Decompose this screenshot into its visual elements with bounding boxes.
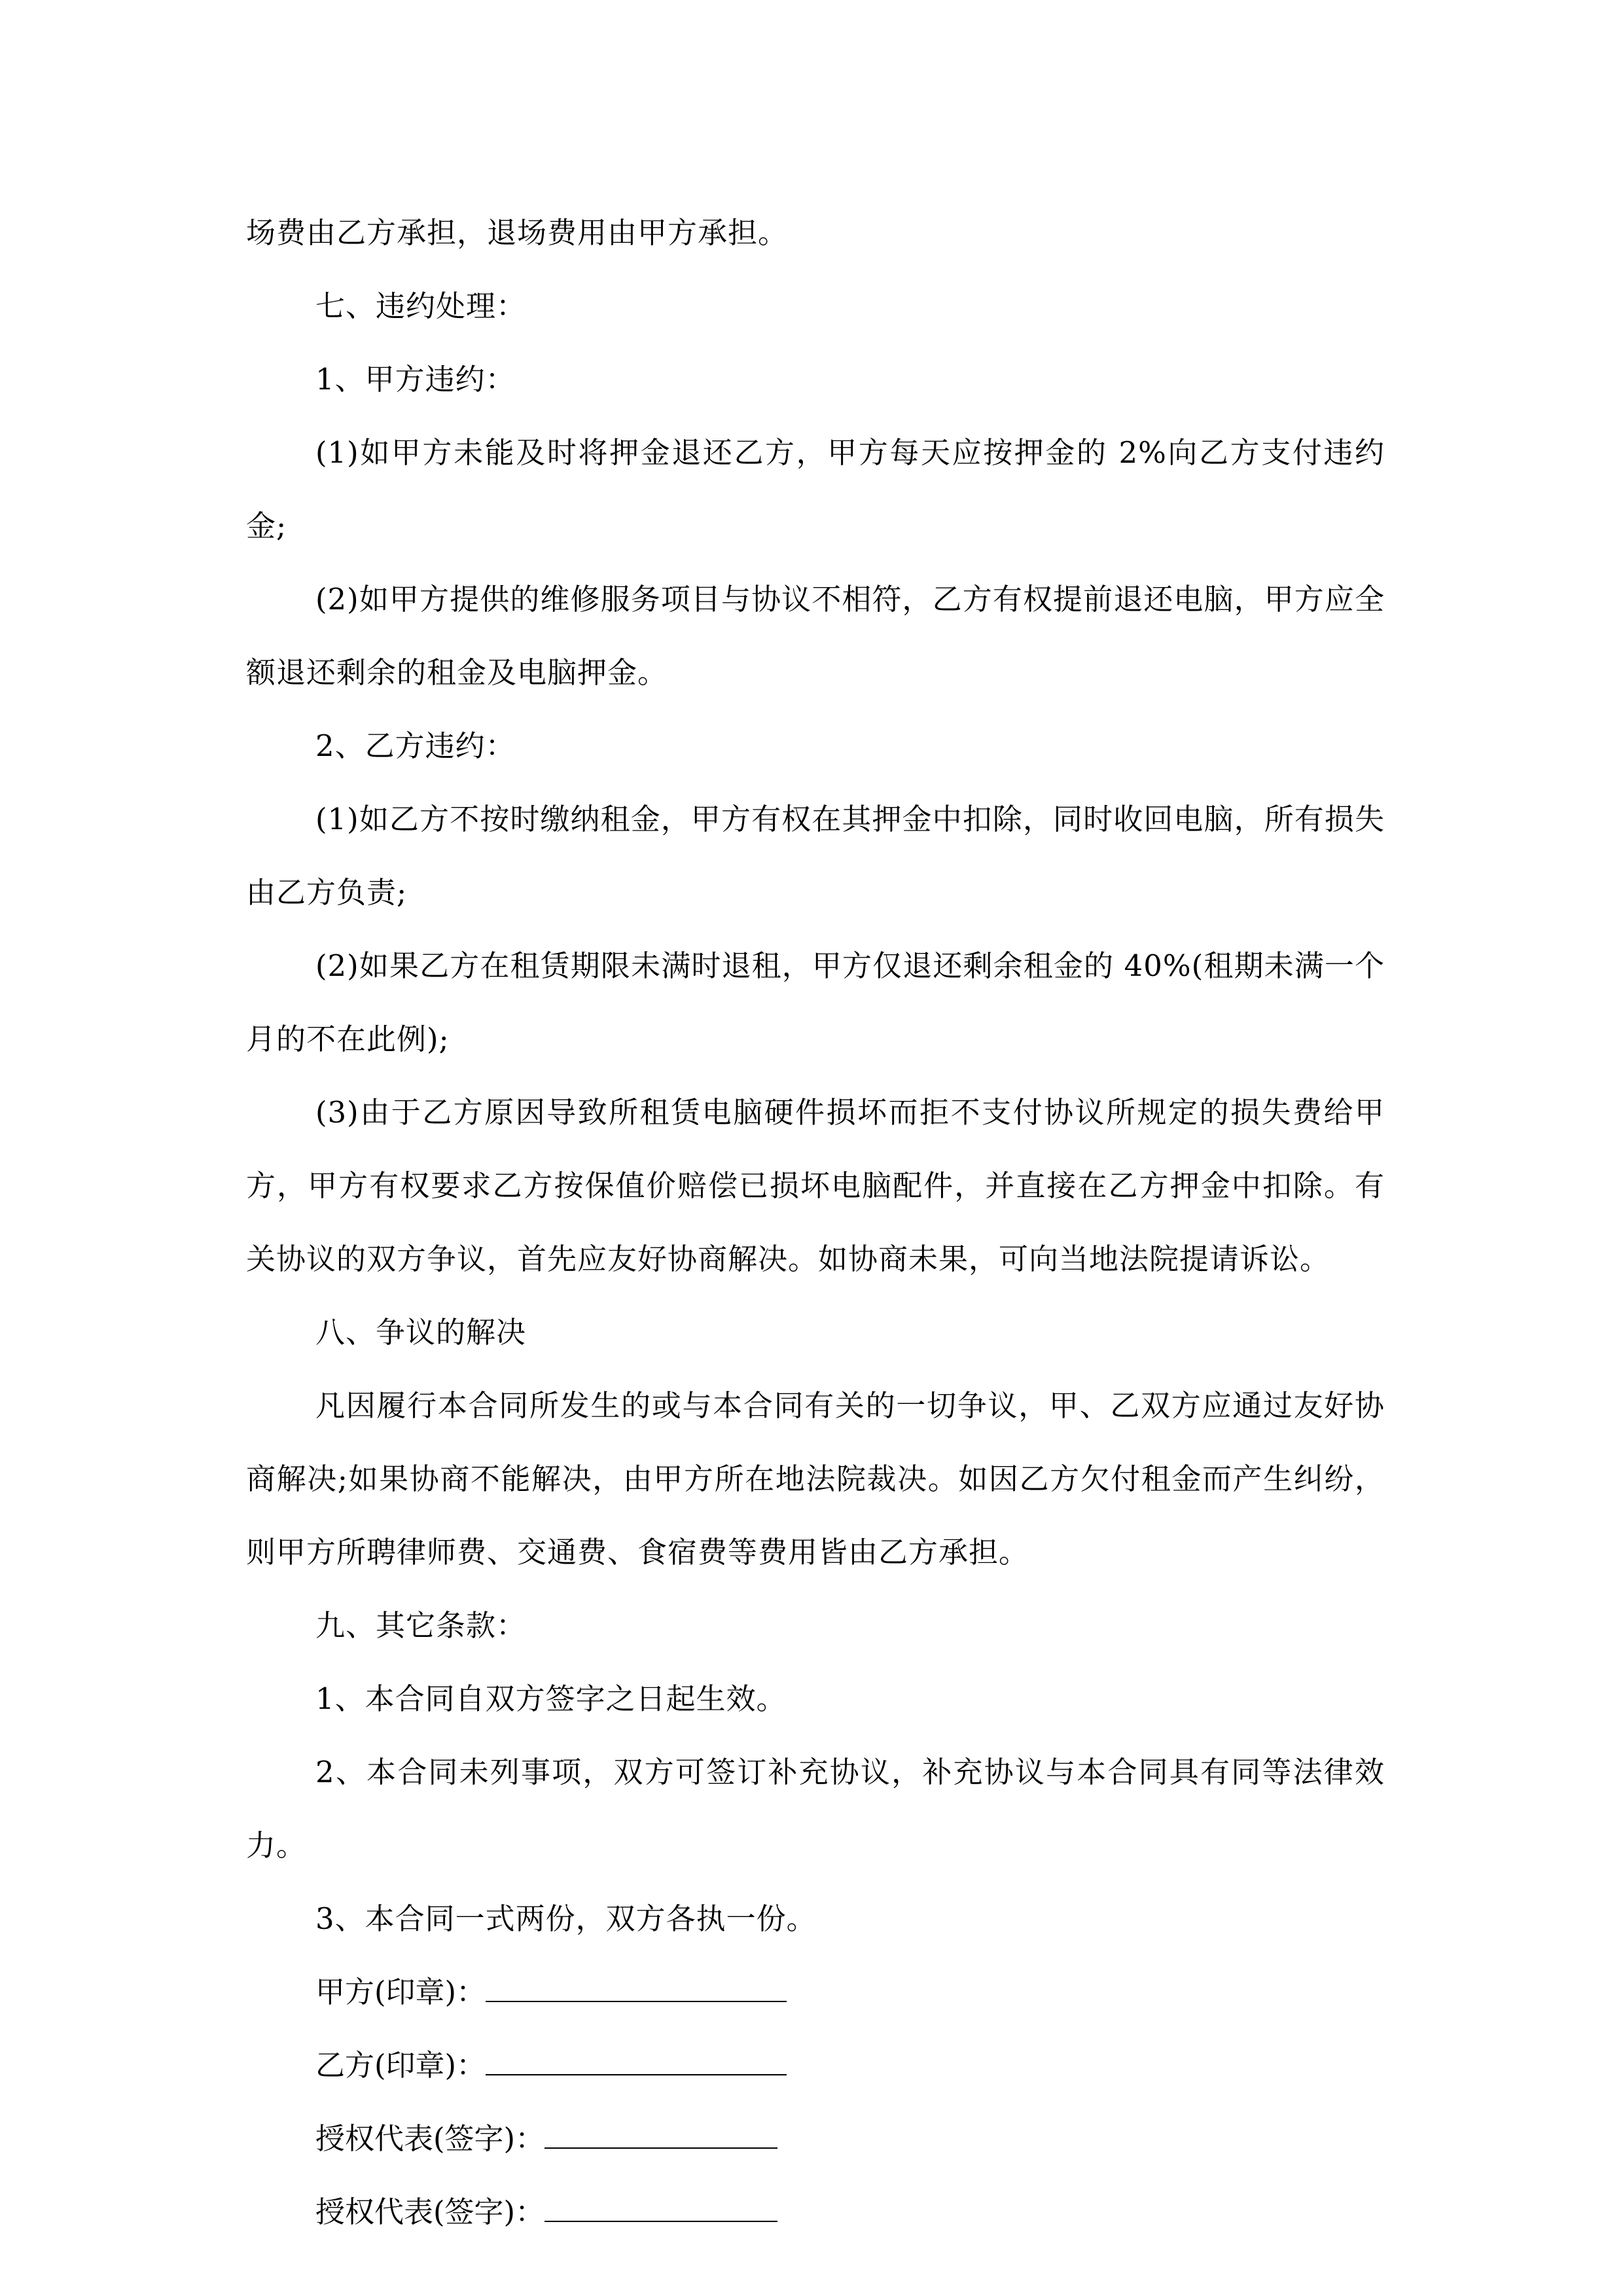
paragraph: (1)如乙方不按时缴纳租金，甲方有权在其押金中扣除，同时收回电脑，所有损失由乙方负责; [246, 802, 1385, 910]
signature-blank [544, 2195, 777, 2222]
paragraph: 1、本合同自双方签字之日起生效。 [315, 1681, 787, 1716]
paragraph: (3)由于乙方原因导致所租赁电脑硬件损坏而拒不支付协议所规定的损失费给甲方，甲方有权要求乙方按保值价赔偿已损坏电脑配件，并直接在乙方押金中扣除。有关协议的双方争议，首先应友好协商解决。如协商未果，可向当地法院提请诉讼。 [246, 1095, 1385, 1276]
signature-blank [486, 2048, 787, 2075]
paragraph: (2)如甲方提供的维修服务项目与协议不相符，乙方有权提前退还电脑，甲方应全额退还剩余的租金及电脑押金。 [246, 582, 1385, 690]
paragraph: 凡因履行本合同所发生的或与本合同有关的一切争议，甲、乙双方应通过友好协商解决;如果协商不能解决，由甲方所在地法院裁决。如因乙方欠付租金而产生纠纷，则甲方所聘律师费、交通费、食宿费等费用皆由乙方承担。 [246, 1388, 1385, 1570]
subsection-heading: 1、甲方违约： [315, 362, 516, 397]
signature-label: 乙方(印章)： [315, 2048, 486, 2083]
section-heading: 八、争议的解决 [315, 1315, 527, 1350]
section-heading: 七、违约处理： [315, 289, 527, 323]
signature-label: 授权代表(签字)： [315, 2195, 545, 2229]
document-body [246, 196, 1385, 2249]
paragraph: 2、本合同未列事项，双方可签订补充协议，补充协议与本合同具有同等法律效力。 [246, 1755, 1385, 1863]
paragraph: 3、本合同一式两份，双方各执一份。 [315, 1901, 817, 1936]
signature-label: 授权代表(签字)： [315, 2121, 545, 2156]
paragraph: (1)如甲方未能及时将押金退还乙方，甲方每天应按押金的 2%向乙方支付违约金; [246, 435, 1385, 543]
signature-blank [486, 1975, 787, 2002]
signature-line-party-a [246, 1956, 1385, 2029]
section-heading: 九、其它条款： [315, 1608, 527, 1643]
paragraph: 场费由乙方承担，退场费用由甲方承担。 [246, 215, 789, 250]
subsection-heading: 2、乙方违约： [315, 728, 516, 763]
paragraph: (2)如果乙方在租赁期限未满时退租，甲方仅退还剩余租金的 40%(租期未满一个月的不在此例); [246, 948, 1385, 1056]
signature-line-representative-a [246, 2102, 1385, 2176]
signature-label: 甲方(印章)： [315, 1975, 486, 2009]
signature-blank [544, 2121, 777, 2149]
signature-line-party-b [246, 2029, 1385, 2102]
signature-line-representative-b [246, 2176, 1385, 2249]
